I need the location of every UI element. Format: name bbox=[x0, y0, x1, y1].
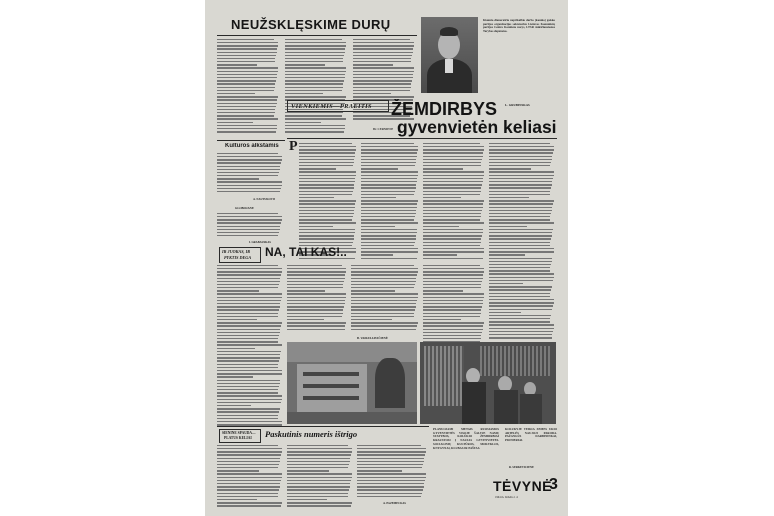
left-article1-title: Kultūros alkstamis bbox=[225, 143, 279, 149]
bottom-right-text: KOLŪKYJE VEIKIA ŽEMĖS ŪKIO ARTELĖS NAUJOJI PARODA. PAŽANGŪS DARBININKAI, PIONIERIAI. bbox=[505, 428, 557, 443]
library-photo bbox=[420, 342, 556, 424]
top-article-title: NEUŽSKLĘSKIME DURŲ bbox=[231, 17, 391, 32]
bottom-left-kicker-box bbox=[219, 429, 261, 443]
main-article-rule bbox=[287, 138, 557, 139]
top-article-body-col-1 bbox=[217, 38, 279, 136]
left-article1-subtitle: GLOBOJANE bbox=[235, 206, 254, 210]
main-article-col-3b bbox=[423, 264, 485, 344]
top-article-rule bbox=[217, 35, 417, 36]
mid-article-title: NA, TAI KAS!.. bbox=[265, 245, 347, 259]
bottom-right-author: R. ŠERKEVIČIENĖ bbox=[509, 466, 534, 469]
main-article-author: L. GRUBINSKAS bbox=[505, 103, 530, 107]
masthead-date: 1964 m. birželio 1 d. bbox=[495, 496, 519, 499]
mid-article-author: B. VAIKULIAVIČIENĖ bbox=[357, 336, 388, 340]
main-article-col-4 bbox=[489, 142, 555, 342]
main-article-col-3 bbox=[423, 142, 485, 262]
top-article-body-col-2 bbox=[285, 38, 347, 136]
mid-article-kicker-line1: IR JUOKAS, IR bbox=[222, 249, 251, 254]
main-article-dropcap: P bbox=[289, 139, 298, 154]
mid-article-col-3 bbox=[351, 264, 419, 334]
left-article1-body-2 bbox=[217, 212, 283, 240]
main-article-title-line1: ŽEMDIRBYS bbox=[391, 99, 498, 119]
left-article1-body bbox=[217, 152, 283, 196]
building-photo bbox=[287, 342, 417, 424]
bottom-left-col-3 bbox=[357, 444, 427, 500]
left-article1-author: A. NAUTUKOVIS bbox=[253, 198, 276, 201]
bottom-left-kicker-line2: PLATŪS KELIAI bbox=[224, 436, 252, 440]
main-article-kicker-box bbox=[287, 100, 389, 112]
main-article-kicker: VIENKIEMIS—PRAEITIS bbox=[291, 102, 372, 110]
left-article1-author2: I. GRABAUSKAS bbox=[249, 241, 271, 244]
mid-article-kicker-box bbox=[219, 247, 261, 263]
photo-caption: PLANUOJAMI METAIS RUOŠIAMOS GYVENVIETĖS VISOJE ŠALYJE NAMŲ STATYBOS, KOLŪKIO ŽEMDIRBIAI KRAUSTOSI Į NAUJAS GYVENVIETES. SOCIALINIŲ KULTŪROS, MOKYKLOS, KNYGYNAI, KLUBAS IR PAŠTAS. bbox=[433, 428, 499, 450]
portrait-caption: Kiaunio dienoraščio neprikalbio darbo (kaunio) gaisko partijos organizacijos sekretorius Lietuvos Komunistų partijos Centro Komiteto narys, LTSR Aukščiausiosios Tarybos deputatas. bbox=[483, 19, 555, 33]
mid-article-col-2 bbox=[287, 264, 347, 334]
bottom-left-col-1 bbox=[217, 444, 283, 510]
top-article-author: Br. CERNIENE bbox=[373, 127, 394, 131]
bottom-left-kicker-line1: SIENINĖ SPAUDA— bbox=[222, 431, 256, 435]
mid-article-col-1 bbox=[217, 264, 283, 430]
masthead-number: 3 bbox=[549, 476, 558, 493]
bottom-left-col-2 bbox=[287, 444, 353, 510]
mid-article-kicker-line2: PYKTIS DEGA bbox=[224, 255, 252, 260]
bottom-left-author: A. PAŽEMECKAS bbox=[383, 502, 406, 505]
newspaper-page bbox=[205, 0, 568, 516]
bottom-left-title: Paskutinis numeris ištrigo bbox=[265, 429, 358, 439]
left-column-divider bbox=[217, 140, 285, 141]
portrait-photo bbox=[421, 17, 478, 93]
main-article-title-line2: gyvenvietėn keliasi bbox=[397, 117, 557, 137]
main-article-col-2 bbox=[361, 142, 419, 262]
main-article-col-1 bbox=[299, 142, 357, 262]
masthead-name: TĖVYNĖ bbox=[493, 478, 553, 494]
bottom-left-rule bbox=[217, 426, 429, 427]
